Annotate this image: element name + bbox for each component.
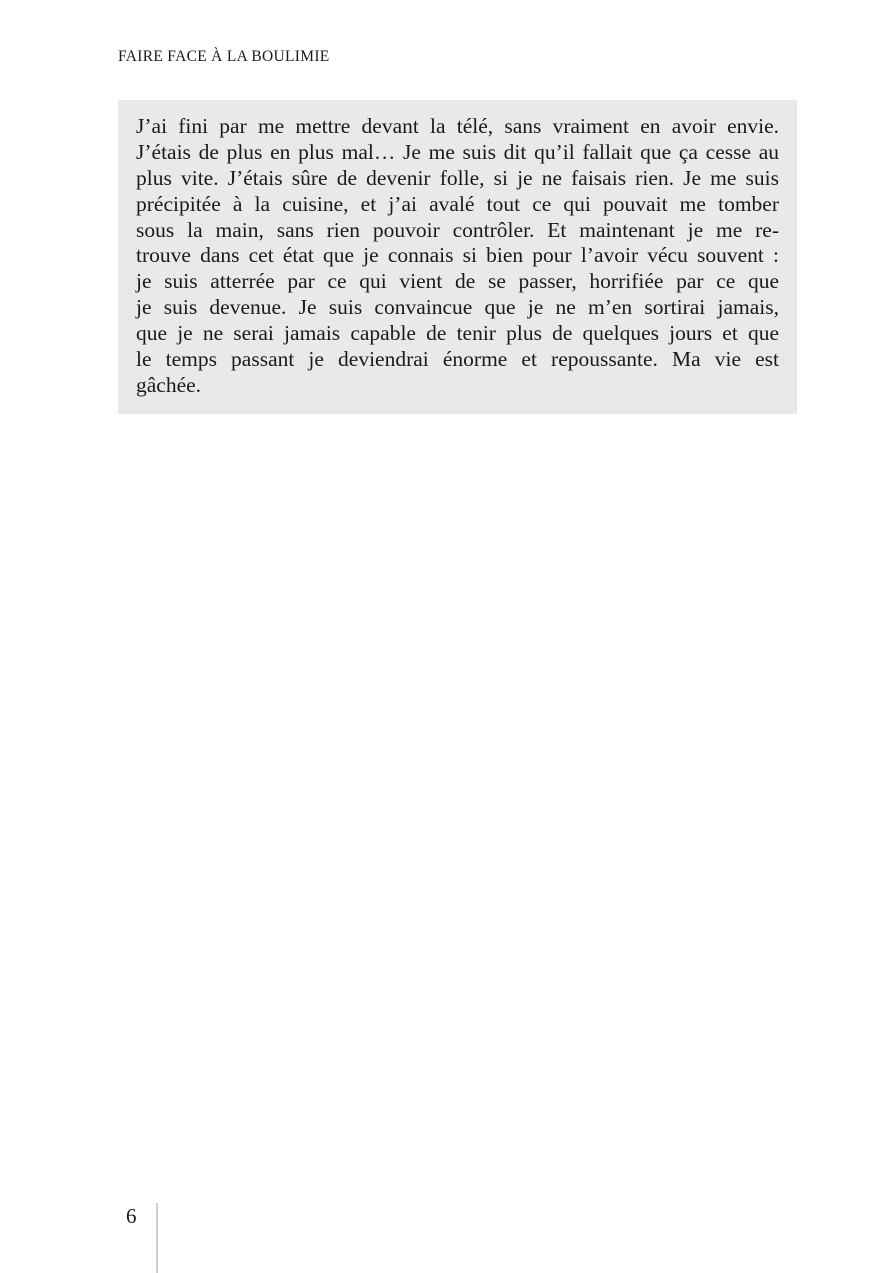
quote-line: J’ai fini par me mettre devant la télé, sans vraiment en avoir envie.: [136, 114, 779, 138]
quote-line: gâchée.: [136, 372, 202, 397]
quote-line: sous la main, sans rien pouvoir contrôler. Et maintenant je me re-: [136, 217, 779, 242]
quote-line: trouve dans cet état que je connais si bien pour l’avoir vécu souvent :: [136, 243, 779, 268]
quote-line: je suis devenue. Je suis convaincue que je ne m’en sortirai jamais,: [136, 295, 779, 320]
quote-line: J’étais de plus en plus mal… Je me suis dit qu’il fallait que ça cesse au: [136, 139, 779, 164]
quote-line: le temps passant je deviendrai énorme et repoussante. Ma vie est: [136, 347, 779, 372]
quote-box: [118, 100, 797, 414]
quote-line: je suis atterrée par ce qui vient de se passer, horrifiée par ce que: [136, 269, 779, 294]
page-number-rule: [156, 1203, 158, 1273]
quote-line: que je ne serai jamais capable de tenir plus de quelques jours et que: [136, 321, 779, 346]
quote-line: plus vite. J’étais sûre de devenir folle, si je ne faisais rien. Je me suis: [136, 165, 779, 190]
running-header: FAIRE FACE À LA BOULIMIE: [118, 48, 330, 65]
page-number: 6: [126, 1204, 137, 1228]
quote-line: précipitée à la cuisine, et j’ai avalé tout ce qui pouvait me tomber: [136, 191, 779, 216]
